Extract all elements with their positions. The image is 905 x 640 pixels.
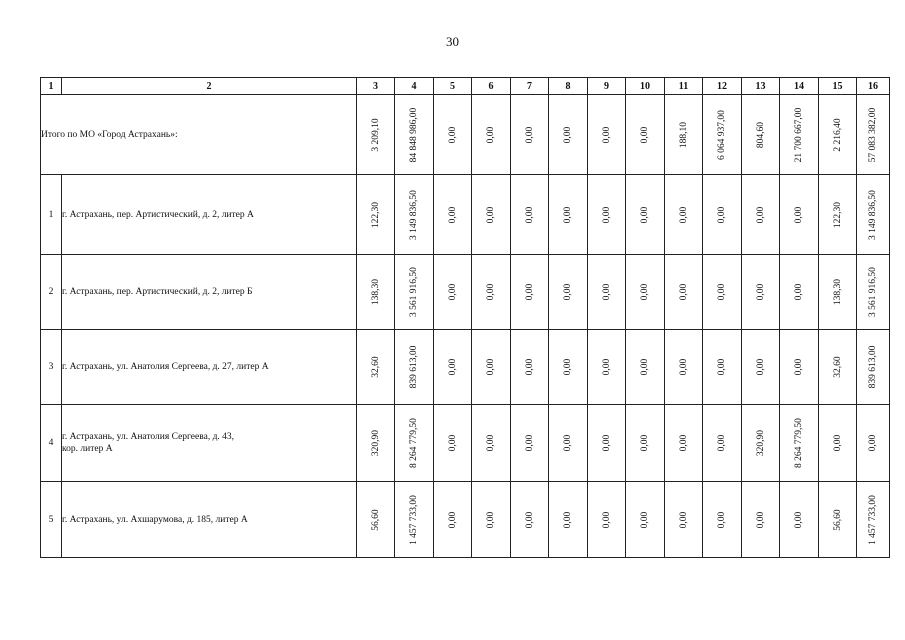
- table-cell: 0,00: [640, 126, 650, 143]
- table-cell: 0,00: [447, 434, 458, 452]
- col-header: 14: [780, 78, 819, 95]
- table-cell: 8 264 779,50: [409, 418, 419, 468]
- table-cell: 57 083 382,00: [868, 107, 878, 162]
- table-cell: 0,00: [601, 434, 612, 452]
- table-cell: 8 264 779,50: [794, 418, 804, 468]
- table-cell: 122,30: [832, 201, 843, 228]
- table-cell: 0,00: [563, 434, 573, 452]
- table-cell: 3 561 916,50: [409, 267, 419, 317]
- table-cell: 3 149 836,50: [409, 189, 419, 240]
- table-cell: 0,00: [678, 283, 689, 301]
- table-cell: 0,00: [524, 511, 535, 528]
- row-number: 5: [41, 482, 62, 558]
- col-header: 11: [665, 78, 703, 95]
- table-cell: 0,00: [678, 511, 689, 528]
- table-cell: 0,00: [563, 283, 573, 301]
- table-row: [41, 255, 890, 330]
- table-cell: 0,00: [755, 283, 766, 301]
- address-line: г. Астрахань, пер. Артистический, д. 2, литер Б: [62, 287, 253, 297]
- row-number: 4: [41, 405, 62, 482]
- col-header: 9: [588, 78, 626, 95]
- table-cell: 839 613,00: [409, 345, 419, 389]
- address-line: г. Астрахань, ул. Ахшарумова, д. 185, литер А: [62, 514, 248, 525]
- table-cell: 56,60: [832, 508, 843, 531]
- col-header: 8: [549, 78, 588, 95]
- table-cell: 0,00: [524, 206, 535, 223]
- table-cell: 0,00: [486, 126, 496, 143]
- table-cell: 0,00: [447, 126, 458, 143]
- table-cell: 1 457 733,00: [868, 494, 878, 545]
- table-cell: 1 457 733,00: [409, 494, 419, 545]
- table-row: [41, 175, 890, 255]
- total-label: Итого по МО «Город Астрахань»:: [41, 95, 357, 175]
- table-cell: 0,00: [640, 283, 650, 301]
- table-cell: 0,00: [717, 206, 727, 223]
- table-cell: 0,00: [524, 358, 535, 376]
- table-cell: 188,10: [678, 121, 689, 148]
- table-row: [41, 482, 890, 558]
- col-header: 2: [62, 78, 357, 95]
- table-cell: 839 613,00: [868, 345, 878, 389]
- table-cell: 0,00: [717, 283, 727, 301]
- table-cell: 0,00: [563, 358, 573, 376]
- table-cell: 0,00: [640, 434, 650, 452]
- table-cell: 0,00: [601, 358, 612, 376]
- address-cell: [62, 255, 357, 330]
- table-cell: 0,00: [755, 206, 766, 223]
- col-header: 7: [511, 78, 549, 95]
- table-row: [41, 330, 890, 405]
- address-cell: [62, 330, 357, 405]
- table-cell: 320,90: [370, 429, 381, 457]
- table-cell: 0,00: [486, 511, 496, 528]
- col-header: 3: [357, 78, 395, 95]
- table-row: [41, 405, 890, 482]
- table-cell: 0,00: [868, 434, 878, 452]
- total-row: [41, 95, 890, 175]
- table-cell: 0,00: [563, 511, 573, 528]
- row-number: 2: [41, 255, 62, 330]
- table-cell: 138,30: [832, 278, 843, 306]
- table-cell: 0,00: [755, 511, 766, 528]
- table-cell: 21 700 667,00: [794, 107, 804, 162]
- table-cell: 32,60: [370, 356, 381, 378]
- table-cell: 0,00: [447, 206, 458, 223]
- table-cell: 0,00: [678, 434, 689, 452]
- address-line: кор. литер А: [62, 444, 113, 454]
- table-cell: 0,00: [563, 126, 573, 143]
- table-cell: 0,00: [640, 206, 650, 223]
- table-cell: 0,00: [524, 283, 535, 301]
- row-number: 3: [41, 330, 62, 405]
- col-header: 10: [626, 78, 665, 95]
- data-table: [40, 77, 890, 558]
- table-cell: 0,00: [717, 358, 727, 376]
- page-number: 30: [446, 34, 459, 49]
- col-header: 4: [395, 78, 434, 95]
- table-cell: 0,00: [563, 206, 573, 223]
- table-cell: 138,30: [370, 278, 381, 306]
- address-cell: [62, 175, 357, 255]
- table-cell: 0,00: [832, 434, 843, 452]
- table-cell: 0,00: [678, 206, 689, 223]
- col-header: 6: [472, 78, 511, 95]
- address-cell: [62, 482, 357, 558]
- table-cell: 0,00: [640, 511, 650, 528]
- col-header: 12: [703, 78, 742, 95]
- table-cell: 0,00: [717, 434, 727, 452]
- table-cell: 0,00: [717, 511, 727, 528]
- table-cell: 0,00: [486, 434, 496, 452]
- col-header: 15: [819, 78, 857, 95]
- col-header: 5: [434, 78, 472, 95]
- table-cell: 0,00: [486, 283, 496, 301]
- address-line: г. Астрахань, ул. Анатолия Сергеева, д. 27, литер А: [62, 362, 269, 372]
- table-cell: 0,00: [794, 206, 804, 223]
- table-cell: 122,30: [370, 201, 381, 228]
- table-cell: 0,00: [447, 283, 458, 301]
- table-cell: 0,00: [794, 358, 804, 376]
- table-cell: 32,60: [832, 356, 843, 378]
- table-cell: 0,00: [486, 358, 496, 376]
- table-cell: 0,00: [755, 358, 766, 376]
- table-cell: 0,00: [601, 283, 612, 301]
- table-cell: 320,90: [755, 429, 766, 457]
- table-cell: 0,00: [794, 283, 804, 301]
- table-cell: 2 216,40: [832, 117, 843, 152]
- col-header: 13: [742, 78, 780, 95]
- col-header: 16: [857, 78, 890, 95]
- table-cell: 0,00: [601, 511, 612, 528]
- table-cell: 0,00: [601, 126, 612, 143]
- table-cell: 0,00: [640, 358, 650, 376]
- table-cell: 3 209,10: [370, 117, 381, 152]
- table-cell: 3 561 916,50: [868, 267, 878, 317]
- table-cell: 0,00: [601, 206, 612, 223]
- col-header: 1: [41, 78, 62, 95]
- table-cell: 84 848 986,00: [409, 107, 419, 162]
- row-number: 1: [41, 175, 62, 255]
- address-cell: [62, 405, 357, 482]
- table-cell: 0,00: [524, 126, 535, 143]
- table-cell: 804,60: [755, 121, 766, 148]
- table-cell: 0,00: [447, 358, 458, 376]
- address-line: г. Астрахань, пер. Артистический, д. 2, литер А: [62, 209, 254, 220]
- header-row: [41, 78, 890, 95]
- table-cell: 6 064 937,00: [717, 109, 727, 160]
- table-cell: 0,00: [524, 434, 535, 452]
- table-cell: 56,60: [370, 508, 381, 531]
- table-cell: 3 149 836,50: [868, 189, 878, 240]
- table-cell: 0,00: [447, 511, 458, 528]
- table-cell: 0,00: [486, 206, 496, 223]
- address-line: г. Астрахань, ул. Анатолия Сергеева, д. 43,: [62, 432, 235, 442]
- table-cell: 0,00: [794, 511, 804, 528]
- table-cell: 0,00: [678, 358, 689, 376]
